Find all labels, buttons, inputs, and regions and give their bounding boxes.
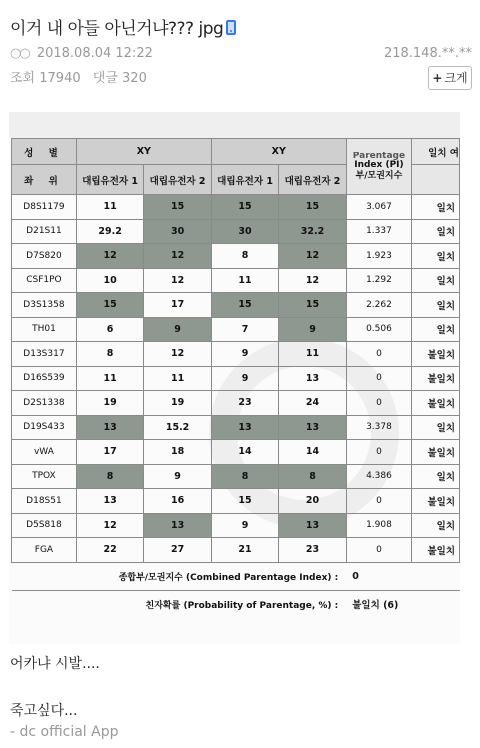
allele-cell: 24 bbox=[279, 391, 346, 416]
zoom-button-label: 크게 bbox=[444, 71, 468, 85]
result-cell: 일치 bbox=[412, 219, 460, 244]
xy-left-header: XY bbox=[76, 139, 211, 165]
result-cell: 불일치 bbox=[412, 538, 460, 563]
locus-cell: D13S317 bbox=[12, 342, 77, 367]
allele-cell: 30 bbox=[211, 219, 278, 244]
table-row bbox=[12, 244, 460, 269]
table-row bbox=[12, 293, 460, 318]
allele-cell: 15 bbox=[211, 195, 278, 220]
result-cell: 불일치 bbox=[412, 489, 460, 514]
result-cell: 일치 bbox=[412, 293, 460, 318]
plus-icon: + bbox=[432, 71, 443, 85]
pi-cell: 1.908 bbox=[346, 513, 411, 538]
result-cell: 일치 bbox=[412, 317, 460, 342]
allele-cell: 13 bbox=[279, 415, 346, 440]
allele-cell: 12 bbox=[76, 244, 143, 269]
views-label: 조회 bbox=[10, 71, 36, 86]
pi-cell: 0 bbox=[346, 440, 411, 465]
writer-ip: 218.148.**.** bbox=[383, 46, 472, 61]
locus-cell: vWA bbox=[12, 440, 77, 465]
allele-cell: 16 bbox=[144, 489, 211, 514]
pi-header-bottom: 부/모권지수 bbox=[355, 170, 403, 181]
allele-cell: 11 bbox=[76, 366, 143, 391]
result-header: 일치 여 bbox=[412, 139, 460, 165]
allele-cell: 12 bbox=[144, 244, 211, 269]
locus-cell: TPOX bbox=[12, 464, 77, 489]
result-cell: 불일치 bbox=[412, 391, 460, 416]
allele-cell: 6 bbox=[76, 317, 143, 342]
mobile-phone-icon bbox=[226, 20, 236, 35]
pi-header-mid: Index (PI) bbox=[354, 159, 404, 170]
pi-cell: 4.386 bbox=[346, 464, 411, 489]
allele-cell: 15 bbox=[144, 195, 211, 220]
table-row bbox=[12, 538, 460, 563]
allele-cell: 15 bbox=[211, 489, 278, 514]
locus-cell: D18S51 bbox=[12, 489, 77, 514]
app-signature: - dc official App bbox=[10, 724, 119, 740]
post-title bbox=[10, 14, 236, 39]
allele-cell: 8 bbox=[76, 342, 143, 367]
cpi-label: 종합부/모권지수 (Combined Parentage Index) : bbox=[12, 562, 347, 590]
allele-cell: 9 bbox=[144, 317, 211, 342]
allele-cell: 12 bbox=[144, 342, 211, 367]
allele-cell: 14 bbox=[279, 440, 346, 465]
locus-cell: D7S820 bbox=[12, 244, 77, 269]
post-date-row bbox=[10, 46, 153, 61]
cpi-value: 0 bbox=[346, 562, 459, 590]
result-cell: 일치 bbox=[412, 464, 460, 489]
xy-right-header: XY bbox=[211, 139, 346, 165]
allele-cell: 19 bbox=[144, 391, 211, 416]
pi-cell: 0 bbox=[346, 391, 411, 416]
allele-cell: 12 bbox=[76, 513, 143, 538]
allele-cell: 9 bbox=[211, 366, 278, 391]
allele-cell: 11 bbox=[211, 268, 278, 293]
allele-cell: 15 bbox=[279, 195, 346, 220]
pi-cell: 1.923 bbox=[346, 244, 411, 269]
allele-cell: 17 bbox=[76, 440, 143, 465]
allele-cell: 8 bbox=[211, 244, 278, 269]
pi-cell: 0 bbox=[346, 342, 411, 367]
result-cell: 일치 bbox=[412, 244, 460, 269]
pi-cell: 3.067 bbox=[346, 195, 411, 220]
table-row bbox=[12, 415, 460, 440]
pi-cell: 0 bbox=[346, 538, 411, 563]
locus-header: 좌 위 bbox=[12, 165, 77, 195]
probability-label: 친자확률 (Probability of Parentage, %) : bbox=[12, 590, 347, 618]
result-cell: 일치 bbox=[412, 268, 460, 293]
locus-cell: CSF1PO bbox=[12, 268, 77, 293]
locus-cell: D19S433 bbox=[12, 415, 77, 440]
writer-status-icon: ○○ bbox=[10, 46, 29, 61]
allele2-header-right: 대립유전자 2 bbox=[279, 165, 346, 195]
pi-cell: 1.337 bbox=[346, 219, 411, 244]
allele-cell: 19 bbox=[76, 391, 143, 416]
table-row bbox=[12, 317, 460, 342]
table-row bbox=[12, 513, 460, 538]
pi-cell: 0.506 bbox=[346, 317, 411, 342]
pi-cell: 1.292 bbox=[346, 268, 411, 293]
allele-cell: 12 bbox=[279, 268, 346, 293]
zoom-button[interactable] bbox=[428, 66, 472, 90]
allele-cell: 7 bbox=[211, 317, 278, 342]
allele-cell: 13 bbox=[76, 489, 143, 514]
locus-cell: D5S818 bbox=[12, 513, 77, 538]
allele-cell: 15.2 bbox=[144, 415, 211, 440]
allele-cell: 15 bbox=[279, 293, 346, 318]
allele2-header-left: 대립유전자 2 bbox=[144, 165, 211, 195]
allele-cell: 11 bbox=[76, 195, 143, 220]
allele1-header-left: 대립유전자 1 bbox=[76, 165, 143, 195]
allele-cell: 13 bbox=[279, 366, 346, 391]
table-row bbox=[12, 440, 460, 465]
allele-cell: 32.2 bbox=[279, 219, 346, 244]
allele-cell: 30 bbox=[144, 219, 211, 244]
pi-cell: 3.378 bbox=[346, 415, 411, 440]
dna-result-table bbox=[11, 138, 460, 618]
allele-cell: 20 bbox=[279, 489, 346, 514]
table-row bbox=[12, 195, 460, 220]
dna-test-document bbox=[9, 138, 460, 644]
allele-cell: 9 bbox=[211, 513, 278, 538]
allele-cell: 23 bbox=[279, 538, 346, 563]
locus-cell: D16S539 bbox=[12, 366, 77, 391]
allele-cell: 13 bbox=[279, 513, 346, 538]
locus-cell: D8S1179 bbox=[12, 195, 77, 220]
allele-cell: 27 bbox=[144, 538, 211, 563]
allele-cell: 12 bbox=[144, 268, 211, 293]
result-cell: 일치 bbox=[412, 513, 460, 538]
table-row bbox=[12, 391, 460, 416]
allele-cell: 8 bbox=[279, 464, 346, 489]
post-stats bbox=[10, 67, 147, 86]
allele-cell: 9 bbox=[211, 342, 278, 367]
allele-cell: 8 bbox=[76, 464, 143, 489]
table-row bbox=[12, 464, 460, 489]
allele-cell: 15 bbox=[211, 293, 278, 318]
comments-label: 댓글 bbox=[92, 71, 118, 86]
allele-cell: 23 bbox=[211, 391, 278, 416]
allele-cell: 12 bbox=[279, 244, 346, 269]
allele-cell: 13 bbox=[76, 415, 143, 440]
locus-cell: D21S11 bbox=[12, 219, 77, 244]
locus-cell: D3S1358 bbox=[12, 293, 77, 318]
allele-cell: 22 bbox=[76, 538, 143, 563]
allele-cell: 13 bbox=[144, 513, 211, 538]
locus-cell: TH01 bbox=[12, 317, 77, 342]
allele-cell: 11 bbox=[279, 342, 346, 367]
allele-cell: 15 bbox=[76, 293, 143, 318]
comments-count: 320 bbox=[122, 71, 147, 86]
result-cell: 불일치 bbox=[412, 440, 460, 465]
result-cell: 일치 bbox=[412, 415, 460, 440]
allele-cell: 9 bbox=[144, 464, 211, 489]
allele-cell: 8 bbox=[211, 464, 278, 489]
result-cell: 일치 bbox=[412, 195, 460, 220]
allele-cell: 29.2 bbox=[76, 219, 143, 244]
result-header-cont bbox=[412, 165, 460, 195]
post-body-line1: 어카냐 시발.... bbox=[10, 656, 100, 672]
locus-cell: D2S1338 bbox=[12, 391, 77, 416]
post-body-line2: 죽고싶다... bbox=[10, 703, 78, 719]
pi-header-top: Parentage bbox=[352, 151, 406, 160]
probability-value: 불일치 (6) bbox=[346, 590, 459, 618]
allele-cell: 17 bbox=[144, 293, 211, 318]
table-row bbox=[12, 366, 460, 391]
result-cell: 불일치 bbox=[412, 342, 460, 367]
pi-cell: 0 bbox=[346, 489, 411, 514]
allele-cell: 11 bbox=[144, 366, 211, 391]
allele-cell: 14 bbox=[211, 440, 278, 465]
attached-photo[interactable] bbox=[9, 112, 460, 644]
table-row bbox=[12, 489, 460, 514]
table-row bbox=[12, 342, 460, 367]
allele-cell: 21 bbox=[211, 538, 278, 563]
result-cell: 불일치 bbox=[412, 366, 460, 391]
allele-cell: 9 bbox=[279, 317, 346, 342]
gender-header: 성 별 bbox=[12, 139, 77, 165]
allele-cell: 13 bbox=[211, 415, 278, 440]
table-row bbox=[12, 219, 460, 244]
pi-header bbox=[346, 139, 411, 195]
locus-cell: FGA bbox=[12, 538, 77, 563]
allele-cell: 10 bbox=[76, 268, 143, 293]
pi-cell: 0 bbox=[346, 366, 411, 391]
post-title-text: 이거 내 아들 아닌거냐??? jpg bbox=[10, 19, 224, 39]
table-row bbox=[12, 268, 460, 293]
allele1-header-right: 대립유전자 1 bbox=[211, 165, 278, 195]
post-date: 2018.08.04 12:22 bbox=[36, 46, 153, 61]
allele-cell: 18 bbox=[144, 440, 211, 465]
views-count: 17940 bbox=[39, 71, 81, 86]
pi-cell: 2.262 bbox=[346, 293, 411, 318]
